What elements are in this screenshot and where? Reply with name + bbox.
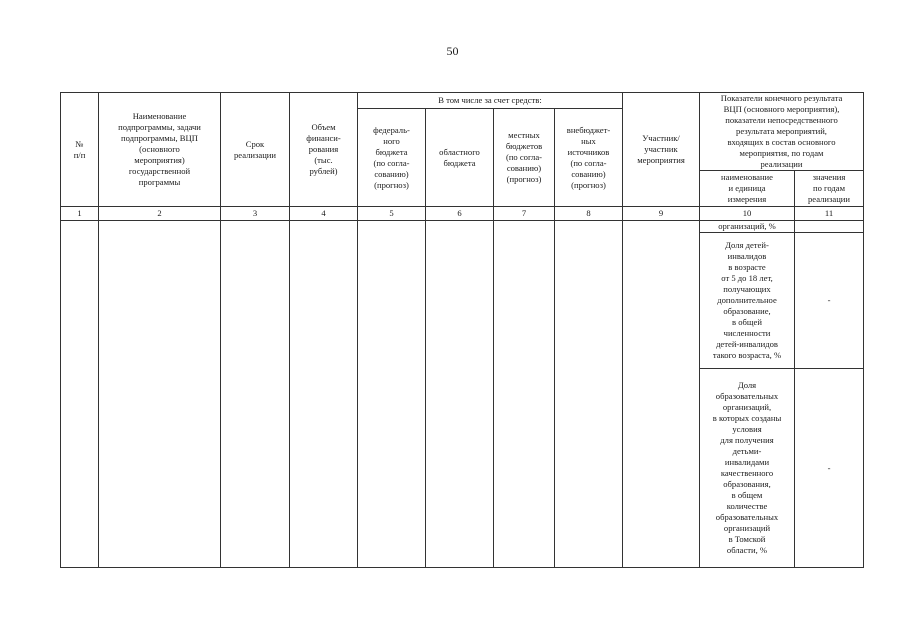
- indicator-name: Доля детей- инвалидов в возрасте от 5 до 18 лет, получающих дополнительное образование, в общей численности детей-инвалидов такого возраста, %: [700, 233, 795, 369]
- header-local-budgets: местных бюджетов (по согла- сованию) (прогноз): [494, 109, 555, 207]
- header-indicator-values: значения по годам реализации: [795, 171, 864, 207]
- indicator-name: Доля образовательных организаций, в которых созданы условия для получения детьми- инвалидами качественного образования, в общем количестве образовательных организаций в Томской области, %: [700, 369, 795, 568]
- cell-federal-budget: [358, 221, 426, 568]
- header-period: Срок реализации: [221, 93, 290, 207]
- column-number: 10: [700, 207, 795, 221]
- header-extrabudgetary: внебюджет- ных источников (по согла- сованию) (прогноз): [555, 109, 623, 207]
- header-indicators: Показатели конечного результата ВЦП (основного мероприятия), показатели непосредственного результата мероприятий, входящих в состав основного мероприятия, по годам реализации: [700, 93, 864, 171]
- header-row-1: [61, 93, 864, 109]
- column-numbers-row: [61, 207, 864, 221]
- header-funding-sources: В том числе за счет средств:: [358, 93, 623, 109]
- cell-number: [61, 221, 99, 568]
- column-number: 3: [221, 207, 290, 221]
- cell-regional-budget: [426, 221, 494, 568]
- indicator-value: -: [795, 369, 864, 568]
- cell-period: [221, 221, 290, 568]
- header-indicator-name: наименование и единица измерения: [700, 171, 795, 207]
- cell-extrabudgetary: [555, 221, 623, 568]
- column-number: 11: [795, 207, 864, 221]
- page-number: 50: [446, 44, 459, 58]
- cell-participant: [623, 221, 700, 568]
- header-number: № п/п: [61, 93, 99, 207]
- header-funding-volume: Объем финанси- рования (тыс. рублей): [290, 93, 358, 207]
- header-federal-budget: федераль- ного бюджета (по согла- сованию) (прогноз): [358, 109, 426, 207]
- column-number: 5: [358, 207, 426, 221]
- column-number: 9: [623, 207, 700, 221]
- indicator-value: -: [795, 233, 864, 369]
- indicator-value: [795, 221, 864, 233]
- cell-program-name: [99, 221, 221, 568]
- column-number: 2: [99, 207, 221, 221]
- header-program-name: Наименование подпрограммы, задачи подпрограммы, ВЦП (основного мероприятия) государственной программы: [99, 93, 221, 207]
- table-row: [61, 221, 864, 233]
- header-participant: Участник/ участник мероприятия: [623, 93, 700, 207]
- column-number: 4: [290, 207, 358, 221]
- cell-local-budgets: [494, 221, 555, 568]
- indicator-name: организаций, %: [700, 221, 795, 233]
- column-number: 8: [555, 207, 623, 221]
- program-table: [60, 92, 864, 568]
- column-number: 6: [426, 207, 494, 221]
- column-number: 1: [61, 207, 99, 221]
- header-regional-budget: областного бюджета: [426, 109, 494, 207]
- cell-funding-volume: [290, 221, 358, 568]
- column-number: 7: [494, 207, 555, 221]
